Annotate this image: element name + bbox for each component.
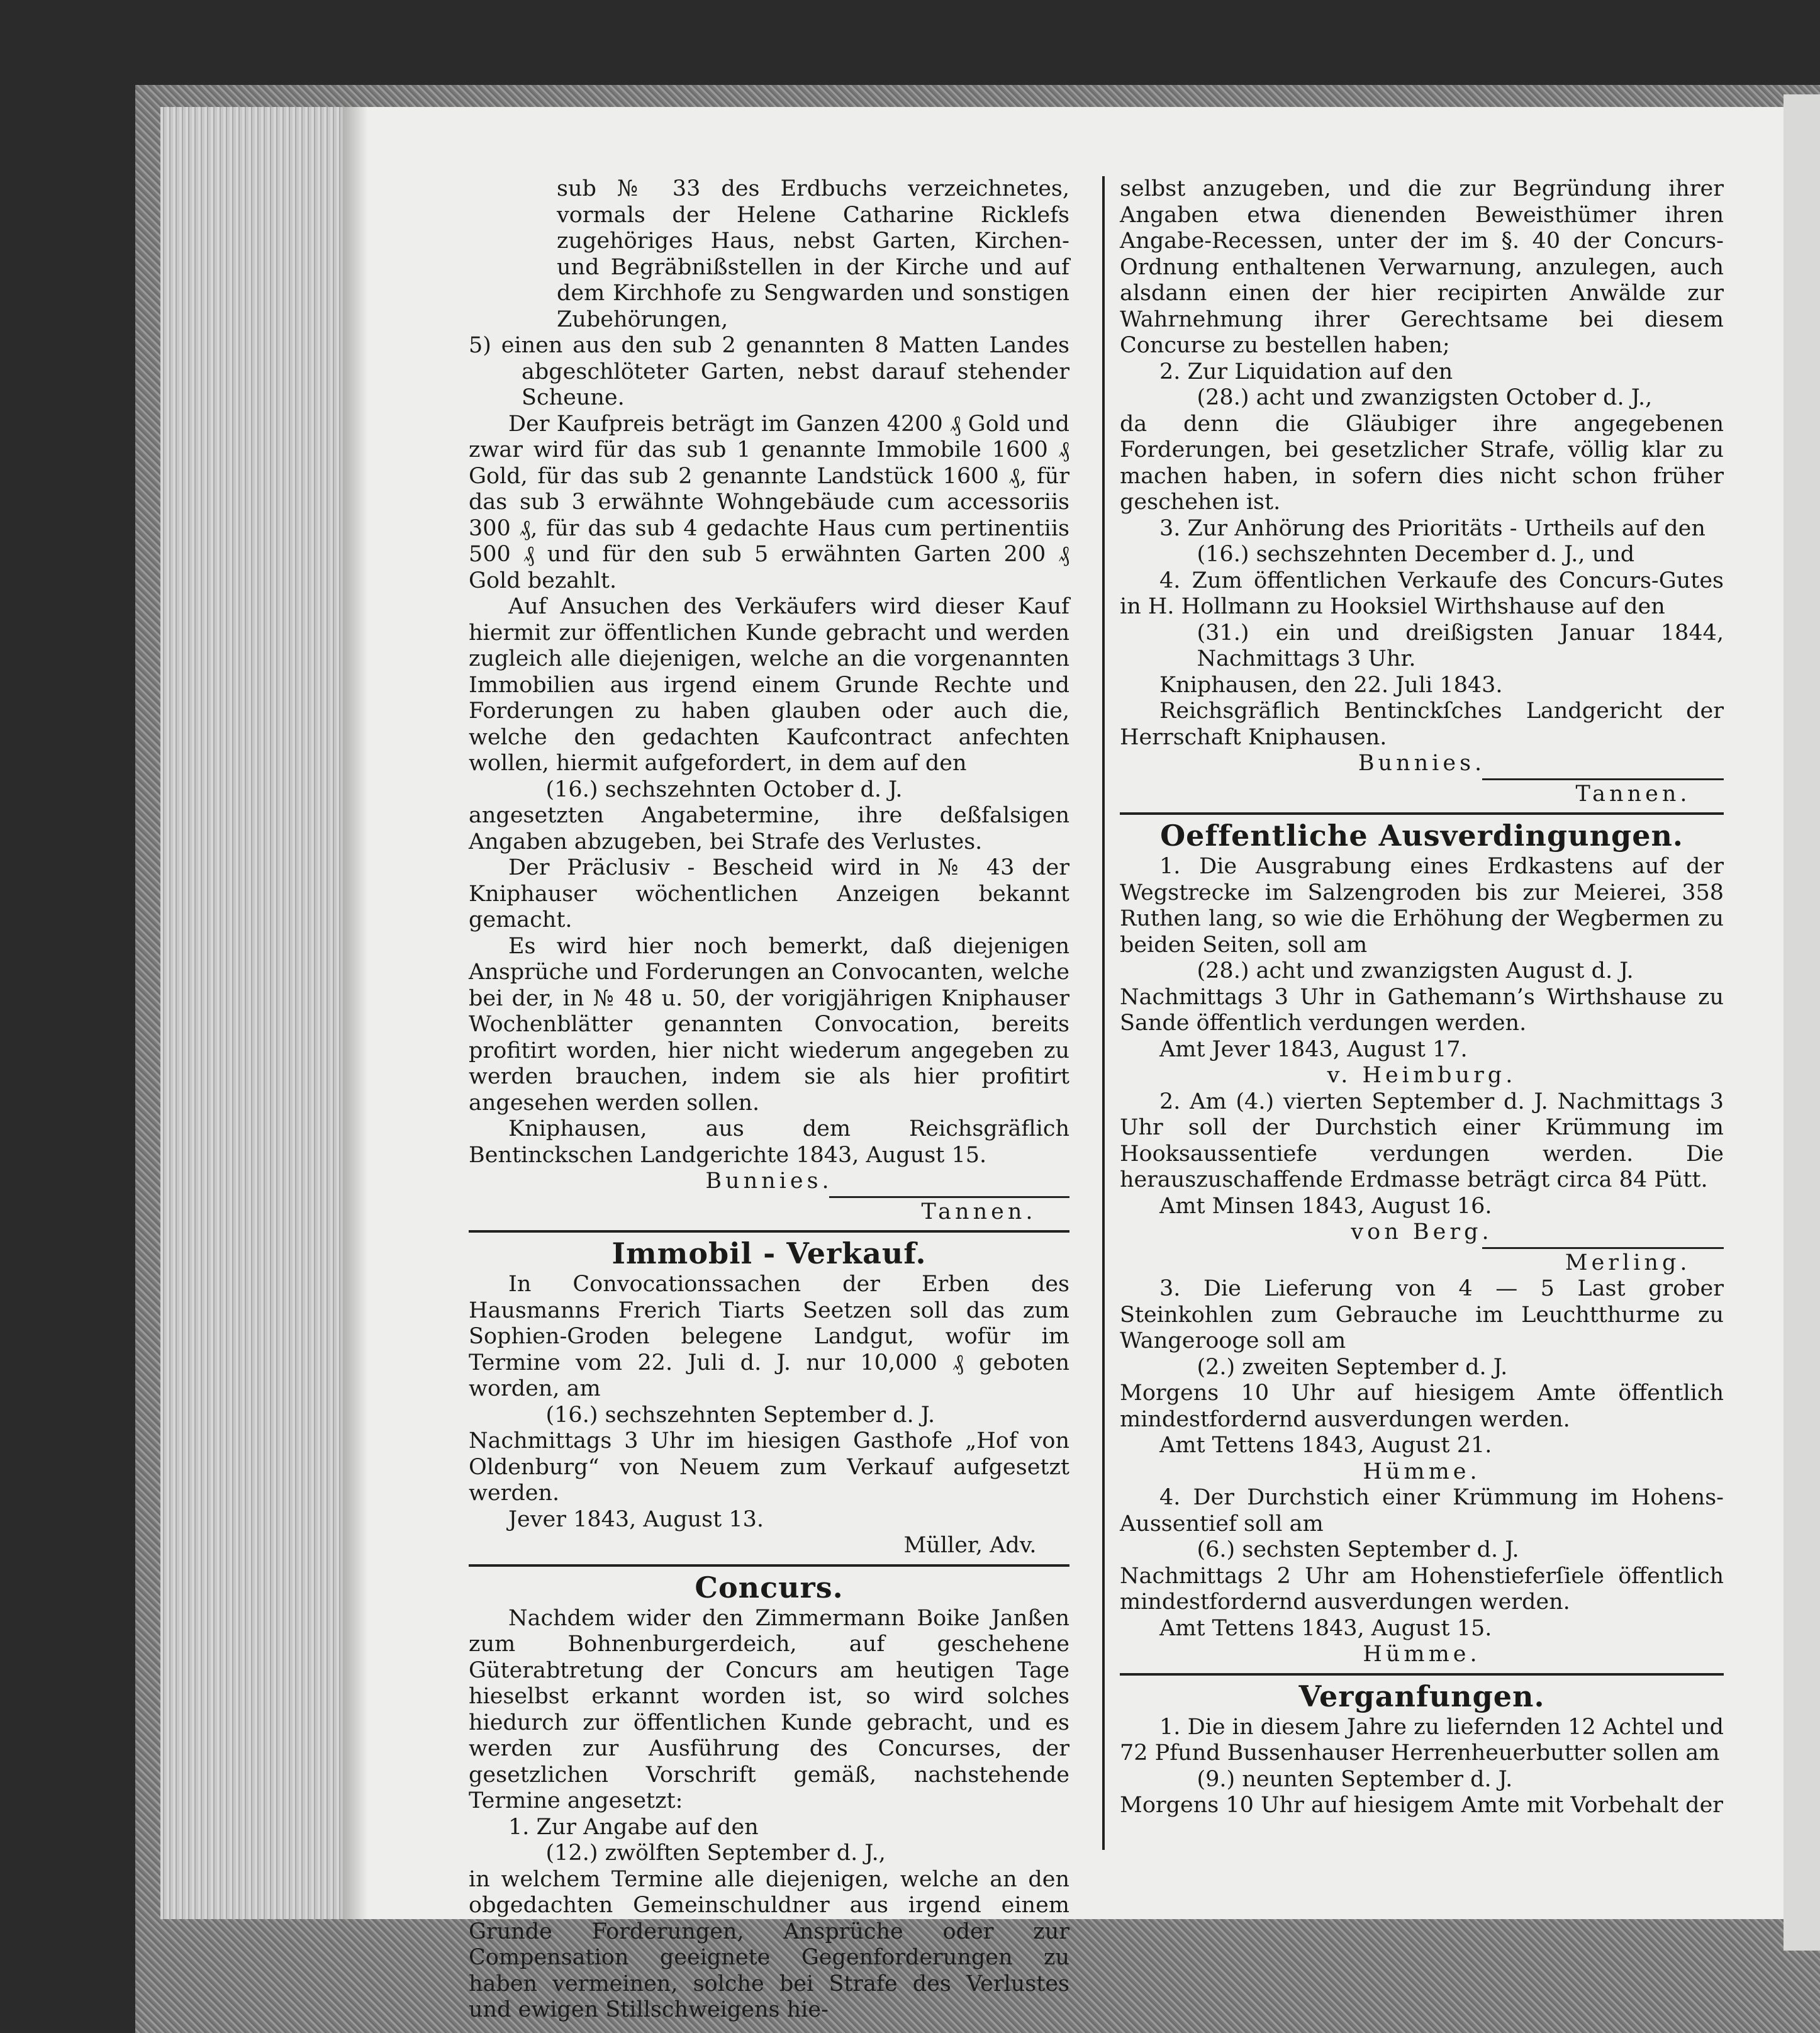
signature-rule [829, 1196, 1069, 1198]
paragraph: In Convocationssachen der Erben des Hausmanns Frerich Tiarts Seetzen soll das zum Sophien-Groden belegene Landgut, wofür im Termine vom 22. Juli d. J. nur 10,000 ₰ geboten worden, am [469, 1272, 1069, 1401]
paragraph: in welchem Termine alle diejenigen, welche an den obgedachten Gemeinschuldner aus irgend einem Grunde Forderungen, Ansprüche oder zur Compensation geeignete Gegenforderungen zu haben vermeinen, solche bei Strafe des Verlustes und ewigen Stillschweigens hie- [469, 1866, 1069, 2022]
date-line: (16.) sechszehnten September d. J. [545, 1402, 935, 1428]
paragraph: Morgens 10 Uhr auf hiesigem Amte öffentlich mindestfordernd ausverdungen werden. [1120, 1381, 1724, 1432]
section-rule [1120, 812, 1724, 815]
issuer: Reichsgräflich Bentinckſches Landgericht der Herrschaft Kniphausen. [1120, 698, 1724, 750]
date-line: (28.) acht und zwanzigsten August d. J. [1197, 958, 1634, 983]
date-line: (6.) sechsten September d. J. [1197, 1537, 1519, 1562]
place-date: Amt Tettens 1843, August 15. [1159, 1615, 1492, 1641]
section-heading: Concurs. [695, 1570, 844, 1605]
page-edges [160, 107, 349, 1919]
right-column [1120, 176, 1724, 1819]
place-date: Jever 1843, August 13. [508, 1506, 764, 1532]
section-rule [1120, 1673, 1724, 1676]
paragraph: Es wird hier noch bemerkt, daß diejenigen Ansprüche und Forderungen an Convocanten, welche bei der, in № 48 u. 50, der vorigjährigen Kniphauser Wochenblätter genannten Convocation, bereits profitirt worden, hier nicht wiederum angegeben zu werden brauchen, indem sie als hier profitirt angesehen werden sollen. [469, 933, 1070, 1116]
signature: Tannen. [921, 1199, 1037, 1224]
signature: Hümme. [1363, 1459, 1481, 1484]
paragraph: Nachmittags 3 Uhr im hiesigen Gasthofe „Hof von Oldenburg“ von Neuem zum Verkauf aufgesetzt werden. [469, 1428, 1069, 1506]
signature-rule [1482, 778, 1724, 780]
paragraph: Morgens 10 Uhr auf hiesigem Amte mit Vorbehalt der [1120, 1793, 1724, 1818]
date-line: (28.) acht und zwanzigsten October d. J., [1197, 385, 1653, 410]
section-rule [469, 1230, 1069, 1233]
paragraph: Kniphausen, aus dem Reichsgräflich Bentinckschen Landgerichte 1843, August 15. [469, 1116, 1069, 1168]
list-item: 3. Zur Anhörung des Prioritäts - Urtheils auf den [1159, 515, 1706, 541]
list-item: 1. Zur Angabe auf den [508, 1814, 759, 1840]
date-line: (31.) ein und dreißigsten Januar 1844, Nachmittags 3 Uhr. [1197, 620, 1724, 671]
place-date: Amt Jever 1843, August 17. [1159, 1036, 1468, 1062]
place-date: Kniphausen, den 22. Juli 1843. [1159, 672, 1503, 698]
signature: Tannen. [1575, 781, 1691, 807]
paragraph: selbst anzugeben, und die zur Begründung ihrer Angaben etwa dienenden Beweisthümer ihren Angabe-Recessen, unter der im §. 40 der Concurs-Ordnung enthaltenen Verwarnung, anzulegen, auch alsdann einen der hier recipirten Anwälde zur Wahrnehmung ihrer Gerechtsame bei diesem Concurse zu bestellen haben; [1120, 176, 1724, 358]
date-line: (12.) zwölften September d. J., [545, 1840, 886, 1866]
list-item: 2. Zur Liquidation auf den [1159, 359, 1453, 384]
list-item: 4. Zum öffentlichen Verkaufe des Concurs-Gutes in H. Hollmann zu Hooksiel Wirthshause auf den [1120, 568, 1724, 619]
paragraph: Der Kaufpreis beträgt im Ganzen 4200 ₰ Gold und zwar wird für das sub 1 genannte Immobile 1600 ₰ Gold, für das sub 2 genannte Landstück 1600 ₰, für das sub 3 erwähnte Wohngebäude cum accessoriis 300 ₰, für das sub 4 gedachte Haus cum pertinentiis 500 ₰ und für den sub 5 erwähnten Garten 200 ₰ Gold bezahlt. [469, 411, 1069, 593]
paragraph: Auf Ansuchen des Verkäufers wird dieser Kauf hiermit zur öffentlichen Kunde gebracht und werden zugleich alle diejenigen, welche an die vorgenannten Immobilien aus irgend einem Grunde Rechte und Forderungen zu haben glauben oder auch die, welche den gedachten Kaufcontract anfechten wollen, hiermit aufgefordert, in dem auf den [469, 594, 1069, 776]
date-line: (16.) sechszehnten October d. J. [545, 776, 903, 802]
list-item: 5) einen aus den sub 2 genannten 8 Matten Landes abgeschlöteter Garten, nebst darauf stehender Scheune. [469, 333, 1069, 410]
gutter-shadow [343, 107, 368, 1919]
place-date: Amt Tettens 1843, August 21. [1159, 1433, 1492, 1458]
signature: Müller, Adv. [903, 1533, 1037, 1558]
section-heading: Immobil - Verkauf. [611, 1236, 927, 1270]
signature: Merling. [1565, 1250, 1691, 1275]
signature: Bunnies. [1358, 751, 1486, 776]
date-line: (16.) sechszehnten December d. J., und [1197, 542, 1635, 567]
list-item: 1. Die Ausgrabung eines Erdkastens auf der Wegstrecke im Salzengroden bis zur Meierei, 358 Ruthen lang, so wie die Erhöhung der Wegbermen zu beiden Seiten, soll am [1120, 854, 1724, 958]
paragraph: Nachdem wider den Zimmermann Boike Janßen zum Bohnenburgerdeich, auf geschehene Güterabtretung der Concurs am heutigen Tage hieselbst erkannt worden ist, so wird solches hiedurch zur öffentlichen Kunde gebracht, und es werden zur Ausführung des Concurses, der gesetzlichen Vorschrift gemäß, nachstehende Termine angesetzt: [469, 1605, 1069, 1813]
section-rule [469, 1564, 1069, 1567]
column-divider [1102, 176, 1105, 1850]
list-item: 2. Am (4.) vierten September d. J. Nachmittags 3 Uhr soll der Durchstich einer Krümmung im Hooksaussentiefe verdungen werden. Die herauszuschaffende Erdmasse beträgt circa 84 Pütt. [1120, 1089, 1724, 1192]
section-heading: Verganfungen. [1298, 1679, 1545, 1713]
list-item: 4. Der Durchstich einer Krümmung im Hohens-Aussentief soll am [1120, 1485, 1724, 1537]
paragraph: da denn die Gläubiger ihre angegebenen Forderungen, bei gesetzlicher Strafe, völlig klar zu machen haben, in sofern dies nicht schon früher geschehen ist. [1120, 411, 1724, 515]
signature: Bunnies. [705, 1168, 833, 1194]
paragraph: Nachmittags 2 Uhr am Hohenstieferſiele öffentlich mindestfordernd ausverdungen werden. [1120, 1563, 1724, 1615]
list-item: 1. Die in diesem Jahre zu liefernden 12 Achtel und 72 Pfund Bussenhauser Herrenheuerbutter sollen am [1120, 1714, 1724, 1766]
paragraph: Der Präclusiv - Bescheid wird in № 43 der Kniphauser wöchentlichen Anzeigen bekannt gemacht. [469, 855, 1069, 932]
signature: Hümme. [1363, 1642, 1481, 1667]
signature-rule [1482, 1247, 1724, 1249]
paragraph: angesetzten Angabetermine, ihre deßfalsigen Angaben abzugeben, bei Strafe des Verlustes. [469, 803, 1069, 854]
date-line: (9.) neunten September d. J. [1197, 1766, 1513, 1792]
section-heading: Oeffentliche Ausverdingungen. [1160, 819, 1683, 853]
signature: von Berg. [1351, 1219, 1493, 1245]
list-item: 3. Die Lieferung von 4 — 5 Last grober Steinkohlen zum Gebrauche im Leuchtthurme zu Wangerooge soll am [1120, 1276, 1724, 1353]
paragraph: Nachmittags 3 Uhr in Gathemann’s Wirthshause zu Sande öffentlich verdungen werden. [1120, 984, 1724, 1036]
facing-page-edge [1784, 94, 1820, 1951]
signature: v. Heimburg. [1327, 1063, 1517, 1088]
paragraph: sub № 33 des Erdbuchs verzeichnetes, vormals der Helene Catharine Ricklefs zugehöriges Haus, nebst Garten, Kirchen- und Begräbnißstellen in der Kirche und auf dem Kirchhofe zu Sengwarden und sonstigen Zubehörungen, [557, 176, 1069, 332]
place-date: Amt Minsen 1843, August 16. [1159, 1193, 1492, 1219]
left-column [469, 176, 1069, 2024]
date-line: (2.) zweiten September d. J. [1197, 1354, 1508, 1380]
